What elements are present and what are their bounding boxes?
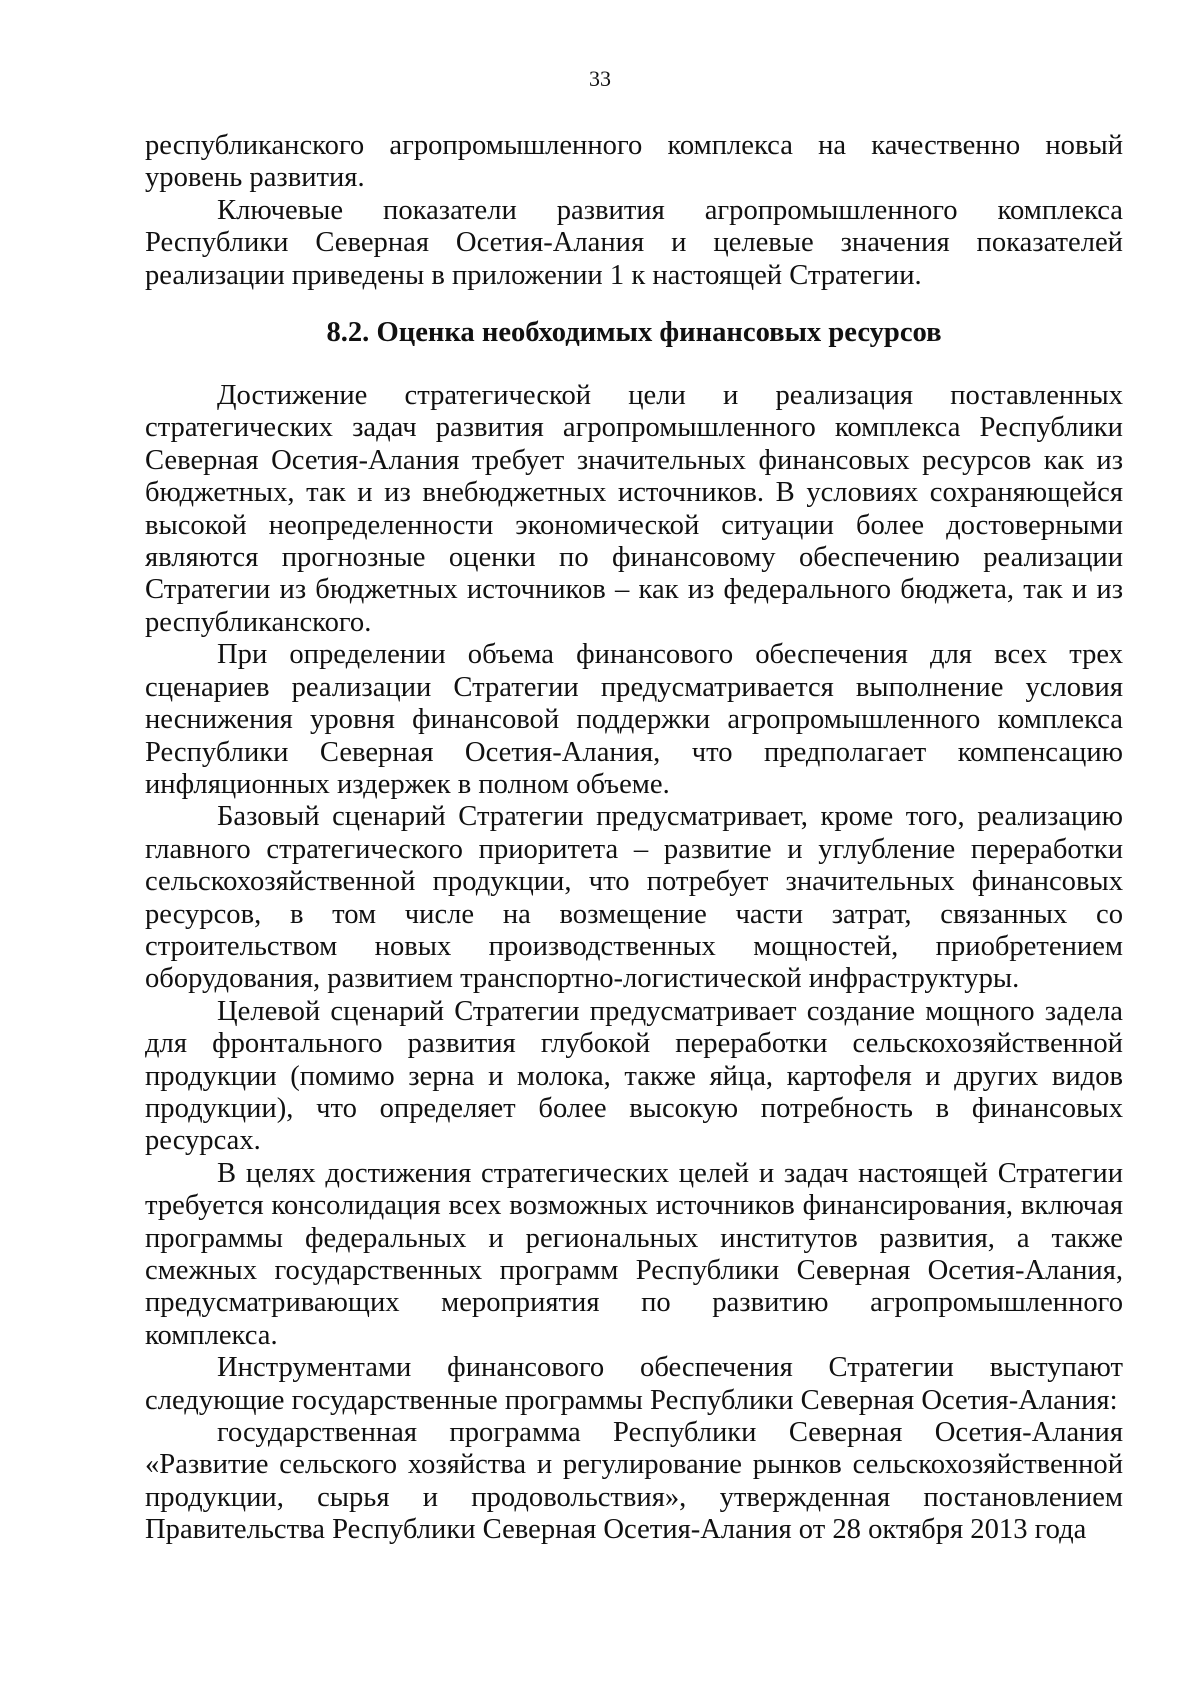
paragraph-key-indicators: Ключевые показатели развития агропромышленного комплекса Республики Северная Осетия-Алания и целевые значения показателей реализации приведены в приложении 1 к настоящей Стратегии. (145, 194, 1123, 291)
paragraph-target-scenario: Целевой сценарий Стратегии предусматривает создание мощного задела для фронтального развития глубокой переработки сельскохозяйственной продукции (помимо зерна и молока, также яйца, картофеля и других видов продукции), что определяет более высокую потребность в финансовых ресурсах. (145, 995, 1123, 1157)
paragraph-consolidation: В целях достижения стратегических целей и задач настоящей Стратегии требуется консолидация всех возможных источников финансирования, включая программы федеральных и региональных институтов развития, а также смежных государственных программ Республики Северная Осетия-Алания, предусматривающих мероприятия по развитию агропромышленного комплекса. (145, 1157, 1123, 1351)
section-heading: 8.2. Оценка необходимых финансовых ресурсов (326, 317, 942, 349)
paragraph-strategic-goal: Достижение стратегической цели и реализация поставленных стратегических задач развития агропромышленного комплекса Республики Северная Осетия-Алания требует значительных финансовых ресурсов как из бюджетных, так и из внебюджетных источников. В условиях сохраняющейся высокой неопределенности экономической ситуации более достоверными являются прогнозные оценки по финансовому обеспечению реализации Стратегии из бюджетных источников – как из федерального бюджета, так и из республиканского. (145, 380, 1123, 638)
paragraph-continuation: республиканского агропромышленного комплекса на качественно новый уровень развития. (145, 130, 1123, 194)
page-content (145, 130, 1123, 1547)
paragraph-state-program: государственная программа Республики Северная Осетия-Алания «Развитие сельского хозяйства и регулирование рынков сельскохозяйственной продукции, сырья и продовольствия», утвержденная постановлением Правительства Республики Северная Осетия-Алания от 28 октября 2013 года (145, 1417, 1123, 1546)
page-number: 33 (589, 66, 611, 91)
paragraph-instruments: Инструментами финансового обеспечения Стратегии выступают следующие государственные программы Республики Северная Осетия-Алания: (145, 1352, 1123, 1416)
paragraph-financing-volume: При определении объема финансового обеспечения для всех трех сценариев реализации Стратегии предусматривается выполнение условия неснижения уровня финансовой поддержки агропромышленного комплекса Республики Северная Осетия-Алания, что предполагает компенсацию инфляционных издержек в полном объеме. (145, 639, 1123, 800)
paragraph-base-scenario: Базовый сценарий Стратегии предусматривает, кроме того, реализацию главного стратегического приоритета – развитие и углубление переработки сельскохозяйственной продукции, что потребует значительных финансовых ресурсов, в том числе на возмещение части затрат, связанных со строительством новых производственных мощностей, приобретением оборудования, развитием транспортно-логистической инфраструктуры. (145, 801, 1123, 995)
